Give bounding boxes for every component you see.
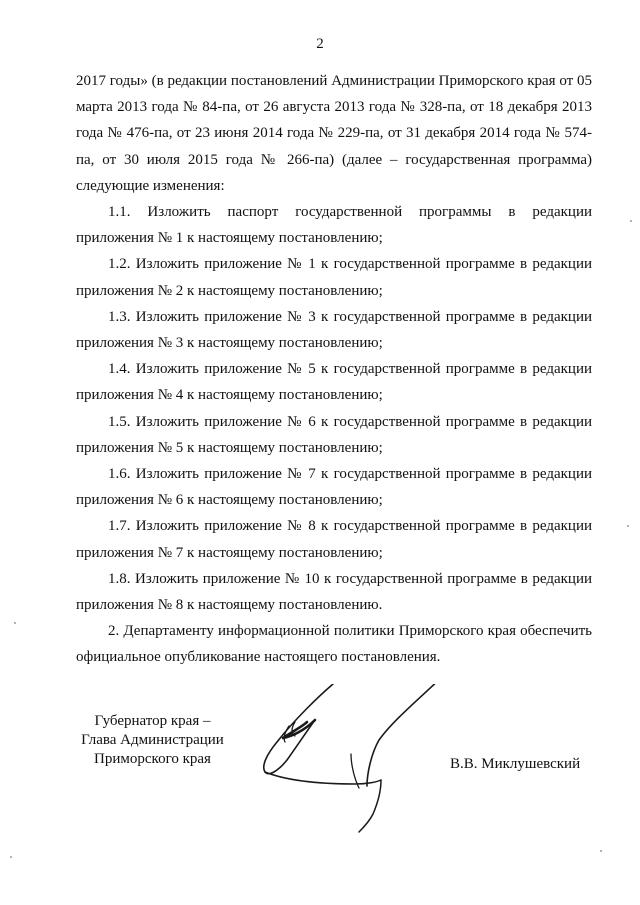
scan-speck [10, 856, 12, 858]
paragraph-item-1-2: 1.2. Изложить приложение № 1 к государственной программе в редакции приложения № 2 к настоящему постановлению; [76, 256, 592, 299]
paragraph-item-1-6: 1.6. Изложить приложение № 7 к государственной программе в редакции приложения № 6 к настоящему постановлению; [76, 466, 592, 509]
scan-speck [14, 622, 16, 624]
scan-speck [627, 525, 629, 527]
signer-title-line-1: Губернатор края – [94, 713, 211, 729]
signer-title [80, 712, 225, 769]
signer-title-line-2: Глава Администрации [81, 732, 224, 748]
scan-speck [600, 850, 602, 852]
paragraph-item-1-5: 1.5. Изложить приложение № 6 к государственной программе в редакции приложения № 5 к настоящему постановлению; [76, 413, 592, 456]
signer-name: В.В. Миклушевский [450, 756, 581, 772]
paragraph-item-1-3: 1.3. Изложить приложение № 3 к государственной программе в редакции приложения № 3 к настоящему постановлению; [76, 308, 592, 352]
paragraph-item-1-1: 1.1. Изложить паспорт государственной программы в редакции приложения № 1 к настоящему постановлению; [76, 204, 592, 247]
paragraph-intro: 2017 годы» (в редакции постановлений Администрации Приморского края от 05 марта 2013 года № 84-па, от 26 августа 2013 года № 328-па, от 18 декабря 2013 года № 476-па, от 23 июня 2014 года № 229-па, от 31 декабря 2014 года № 574-па, от 30 июля 2015 года № 266-па) (далее – государственная программа) следующие изменения: [76, 73, 592, 194]
paragraph-item-2: 2. Департаменту информационной политики Приморского края обеспечить официальное опубликование настоящего постановления. [76, 623, 592, 666]
document-body [76, 68, 592, 671]
paragraph-item-1-8: 1.8. Изложить приложение № 10 к государственной программе в редакции приложения № 8 к настоящему постановлению. [76, 570, 592, 614]
page-number: 2 [316, 36, 324, 52]
signature-block [0, 712, 640, 852]
handwritten-signature [255, 684, 475, 834]
paragraph-item-1-7: 1.7. Изложить приложение № 8 к государственной программе в редакции приложения № 7 к настоящему постановлению; [76, 518, 592, 561]
paragraph-item-1-4: 1.4. Изложить приложение № 5 к государственной программе в редакции приложения № 4 к настоящему постановлению; [76, 361, 592, 404]
signer-title-line-3: Приморского края [94, 751, 211, 767]
scan-speck [630, 220, 632, 222]
